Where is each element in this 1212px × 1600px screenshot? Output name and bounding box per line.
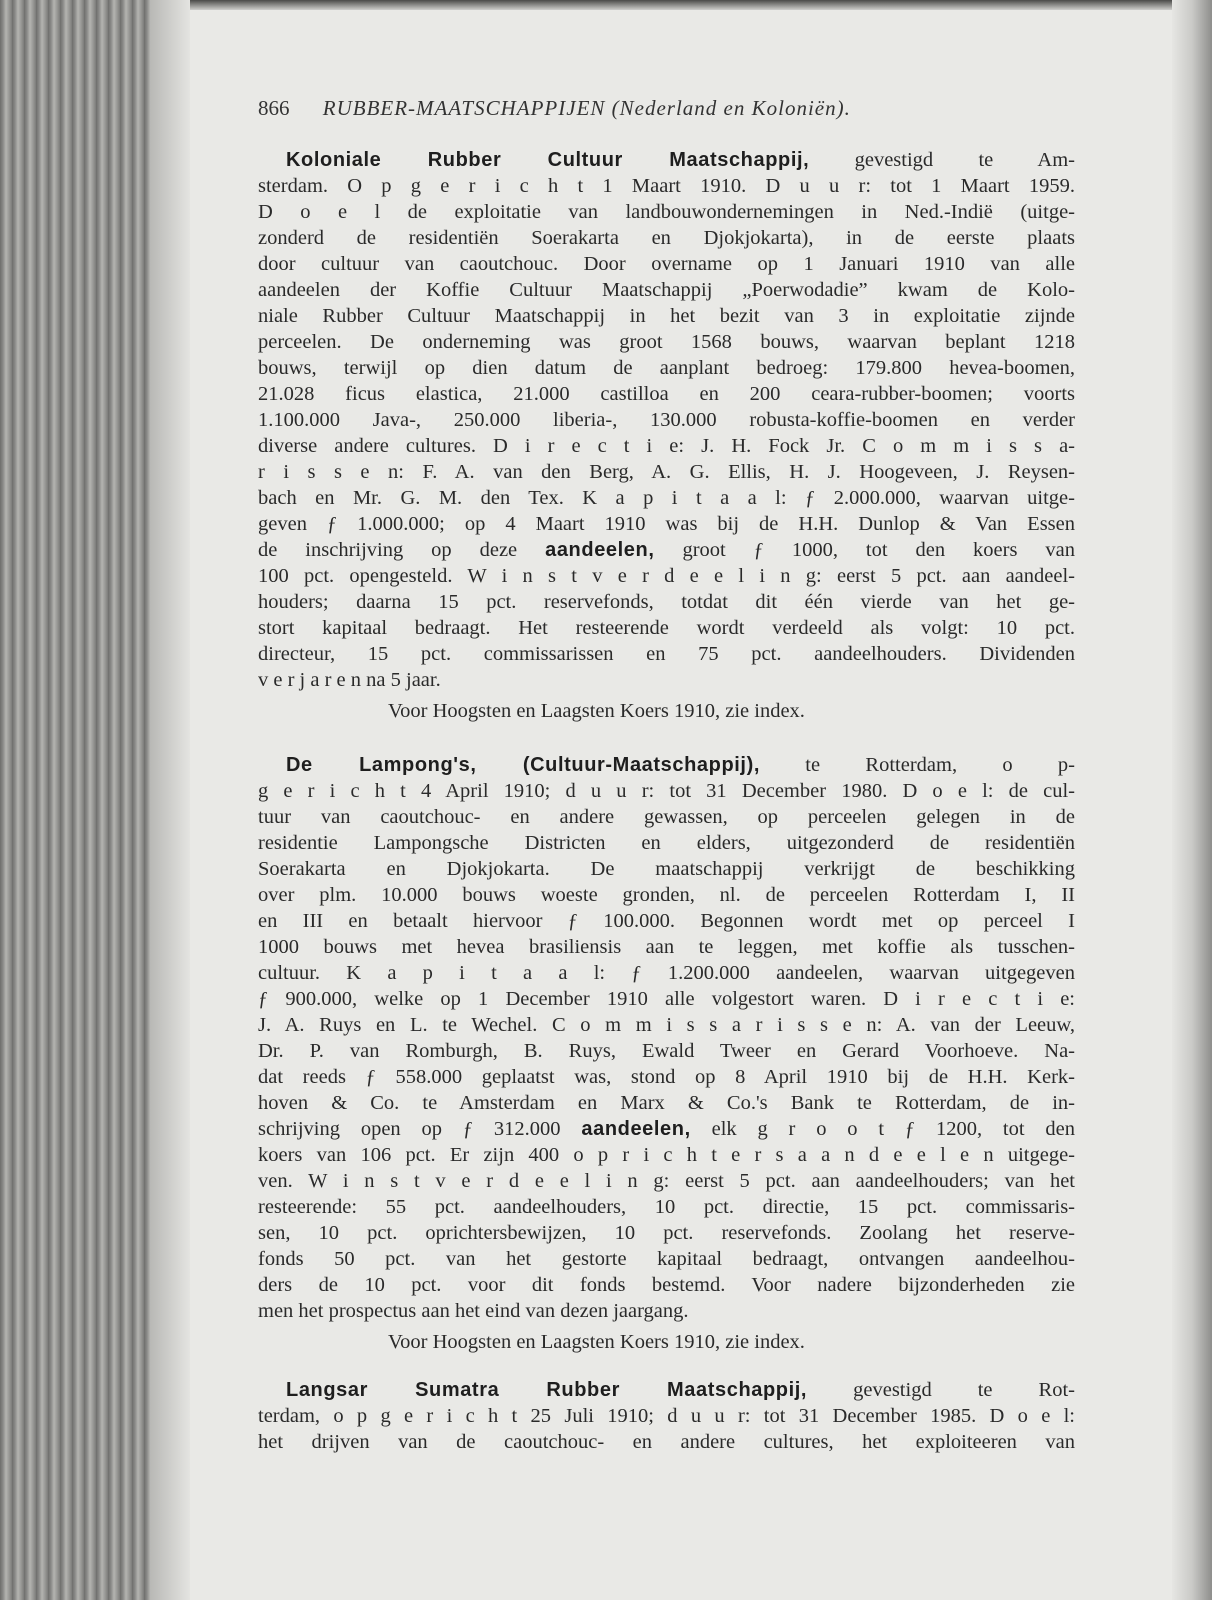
text-line: aandeelen der Koffie Cultuur Maatschappij „Poerwodadie” kwam de Kolo- <box>258 279 1075 301</box>
text-line: stort kapitaal bedraagt. Het resteerende wordt verdeeld als volgt: 10 pct. <box>258 617 1075 639</box>
page-gutter-shadow <box>150 0 190 1600</box>
bold-keyword: aandeelen, <box>581 1118 691 1140</box>
text-line: Dr. P. van Romburgh, B. Ruys, Ewald Tweer en Gerard Voorhoeve. Na- <box>258 1040 1075 1062</box>
text-line: hoven & Co. te Amsterdam en Marx & Co.'s Bank te Rotterdam, de in- <box>258 1092 1075 1114</box>
text-line: r i s s e n: F. A. van den Berg, A. G. Ellis, H. J. Hoogeveen, J. Reysen- <box>258 461 1075 483</box>
text-line: niale Rubber Cultuur Maatschappij in het bezit van 3 in exploitatie zijnde <box>258 305 1075 327</box>
text-line: sterdam. O p g e r i c h t 1 Maart 1910. D u u r: tot 1 Maart 1959. <box>258 175 1075 197</box>
line-text: groot ƒ 1000, tot den koers van <box>654 539 1075 561</box>
koers-note: Voor Hoogsten en Laagsten Koers 1910, zie index. <box>388 700 805 722</box>
page-number: 866 <box>258 96 290 120</box>
text-line: ven. W i n s t v e r d e e l i n g: eerst 5 pct. aan aandeelhouders; van het <box>258 1170 1075 1192</box>
text-line: v e r j a r e n na 5 jaar. <box>258 669 441 691</box>
line-text: gevestigd te Am- <box>809 149 1075 171</box>
running-title: RUBBER-MAATSCHAPPIJEN (Nederland en Koloniën). <box>322 96 851 120</box>
text-line: koers van 106 pct. Er zijn 400 o p r i c h t e r s a a n d e e l e n uitgege- <box>258 1144 1075 1166</box>
bold-keyword: Langsar Sumatra Rubber Maatschappij, <box>286 1379 808 1401</box>
text-line: sen, 10 pct. oprichtersbewijzen, 10 pct. reservefonds. Zoolang het reserve- <box>258 1222 1075 1244</box>
text-line: resteerende: 55 pct. aandeelhouders, 10 pct. directie, 15 pct. commissaris- <box>258 1196 1075 1218</box>
text-line <box>258 1377 1075 1403</box>
line-text: schrijving open op ƒ 312.000 <box>258 1118 582 1140</box>
text-line: zonderd de residentiën Soerakarta en Djokjokarta), in de eerste plaats <box>258 227 1075 249</box>
text-line: directeur, 15 pct. commissarissen en 75 pct. aandeelhouders. Dividenden <box>258 643 1075 665</box>
text-line: terdam, o p g e r i c h t 25 Juli 1910; d u u r: tot 31 December 1985. D o e l: <box>258 1405 1075 1427</box>
text-line <box>258 1116 1075 1142</box>
text-line: ƒ 900.000, welke op 1 December 1910 alle volgestort waren. D i r e c t i e: <box>258 988 1075 1010</box>
line-text: te Rotterdam, o p- <box>760 754 1075 776</box>
text-line: door cultuur van caoutchouc. Door overname op 1 Januari 1910 van alle <box>258 253 1075 275</box>
text-line: en III en betaalt hiervoor ƒ 100.000. Begonnen wordt met op perceel I <box>258 910 1075 932</box>
bold-keyword: De Lampong's, (Cultuur-Maatschappij), <box>286 754 760 776</box>
line-text: de inschrijving op deze <box>258 539 546 561</box>
text-line: perceelen. De onderneming was groot 1568 bouws, waarvan beplant 1218 <box>258 331 1075 353</box>
text-line: dat reeds ƒ 558.000 geplaatst was, stond op 8 April 1910 bij de H.H. Kerk- <box>258 1066 1075 1088</box>
text-line: bouws, terwijl op dien datum de aanplant bedroeg: 179.800 hevea-boomen, <box>258 357 1075 379</box>
text-line: D o e l de exploitatie van landbouwondernemingen in Ned.-Indië (uitge- <box>258 201 1075 223</box>
entry-de-lampongs <box>258 752 1075 1355</box>
line-text: elk g r o o t ƒ 1200, tot den <box>690 1118 1075 1140</box>
koers-note: Voor Hoogsten en Laagsten Koers 1910, zie index. <box>388 1331 805 1353</box>
text-line: g e r i c h t 4 April 1910; d u u r: tot 31 December 1980. D o e l: de cul- <box>258 780 1075 802</box>
text-line: 21.028 ficus elastica, 21.000 castilloa en 200 ceara-rubber-boomen; voorts <box>258 383 1075 405</box>
text-line <box>258 752 1075 778</box>
text-line: men het prospectus aan het eind van dezen jaargang. <box>258 1300 689 1322</box>
text-line: 100 pct. opengesteld. W i n s t v e r d e e l i n g: eerst 5 pct. aan aandeel- <box>258 565 1075 587</box>
bold-keyword: aandeelen, <box>545 539 655 561</box>
text-line: geven ƒ 1.000.000; op 4 Maart 1910 was bij de H.H. Dunlop & Van Essen <box>258 513 1075 535</box>
running-header <box>258 96 851 121</box>
entry-koloniale-rubber <box>258 147 1075 724</box>
text-line: J. A. Ruys en L. te Wechel. C o m m i s s a r i s s e n: A. van der Leeuw, <box>258 1014 1075 1036</box>
text-line: cultuur. K a p i t a a l: ƒ 1.200.000 aandeelen, waarvan uitgegeven <box>258 962 1075 984</box>
book-page-edges <box>0 0 150 1600</box>
text-line: 1.100.000 Java-, 250.000 liberia-, 130.000 robusta-koffie-boomen en verder <box>258 409 1075 431</box>
text-line: ders de 10 pct. voor dit fonds bestemd. Voor nadere bijzonderheden zie <box>258 1274 1075 1296</box>
bold-keyword: Koloniale Rubber Cultuur Maatschappij, <box>286 149 810 171</box>
line-text: gevestigd te Rot- <box>807 1379 1076 1401</box>
text-line: over plm. 10.000 bouws woeste gronden, nl. de perceelen Rotterdam I, II <box>258 884 1075 906</box>
text-line: Soerakarta en Djokjokarta. De maatschappij verkrijgt de beschikking <box>258 858 1075 880</box>
entry-langsar-sumatra <box>258 1377 1075 1455</box>
text-line <box>258 537 1075 563</box>
text-line <box>258 147 1075 173</box>
text-line: het drijven van de caoutchouc- en andere cultures, het exploiteeren van <box>258 1431 1075 1453</box>
text-line: residentie Lampongsche Districten en elders, uitgezonderd de residentiën <box>258 832 1075 854</box>
text-line: houders; daarna 15 pct. reservefonds, totdat dit één vierde van het ge- <box>258 591 1075 613</box>
text-line: diverse andere cultures. D i r e c t i e: J. H. Fock Jr. C o m m i s s a- <box>258 435 1075 457</box>
text-line: bach en Mr. G. M. den Tex. K a p i t a a l: ƒ 2.000.000, waarvan uitge- <box>258 487 1075 509</box>
text-line: fonds 50 pct. van het gestorte kapitaal bedraagt, ontvangen aandeelhou- <box>258 1248 1075 1270</box>
page-right-edge <box>1172 0 1212 1600</box>
text-line: tuur van caoutchouc- en andere gewassen, op perceelen gelegen in de <box>258 806 1075 828</box>
text-line: 1000 bouws met hevea brasiliensis aan te leggen, met koffie als tusschen- <box>258 936 1075 958</box>
